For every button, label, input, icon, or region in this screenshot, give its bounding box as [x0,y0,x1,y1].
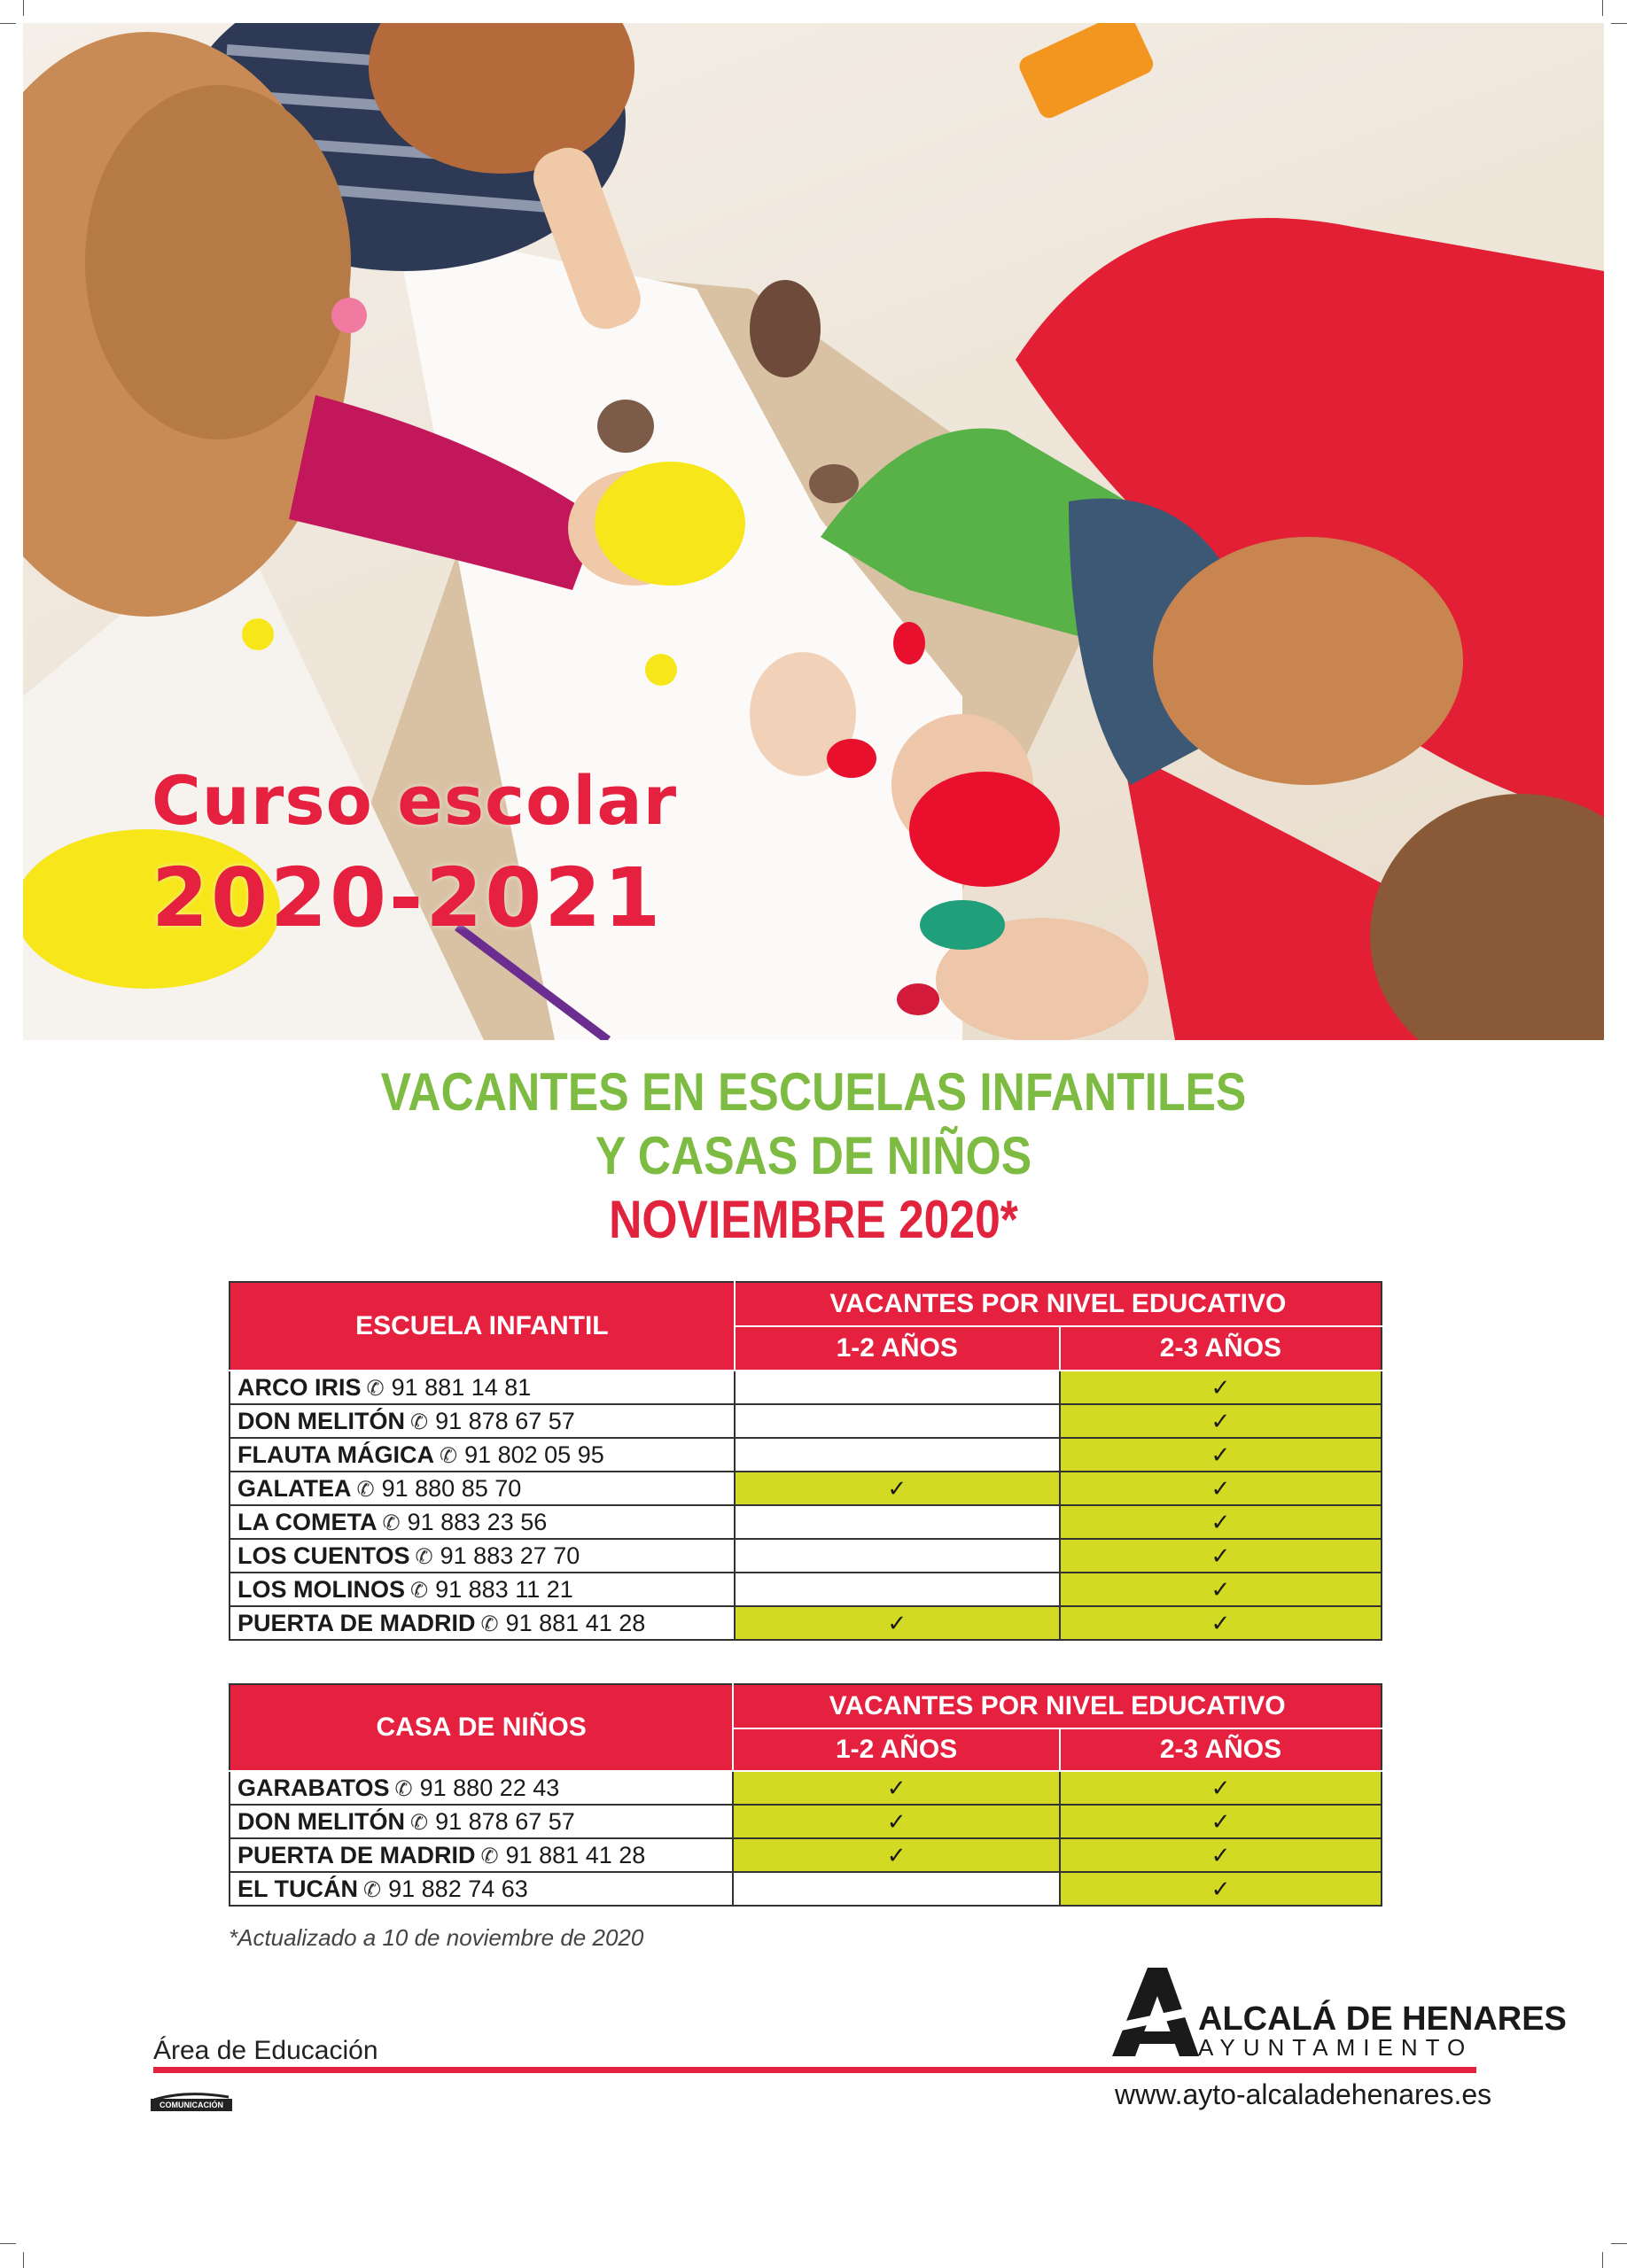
vacancy-1-2-cell: ✓ [733,1838,1060,1872]
school-cell [230,1573,735,1606]
footnote: *Actualizado a 10 de noviembre de 2020 [229,1924,644,1951]
vacancy-1-2-cell [735,1371,1060,1404]
phone-number: 91 881 41 28 [505,1609,646,1636]
heading-line2: Y CASAS DE NIÑOS [595,1126,1032,1185]
vacancy-2-3-cell: ✓ [1060,1838,1382,1872]
vacancy-1-2-cell: ✓ [735,1472,1060,1505]
vacancy-2-3-cell: ✓ [1060,1771,1382,1805]
phone-icon: ✆ [410,1810,429,1835]
school-cell [230,1505,735,1539]
school-cell [230,1838,733,1872]
school-cell [230,1872,733,1906]
phone-number: 91 881 41 28 [505,1841,646,1868]
phone-number: 91 880 22 43 [419,1774,560,1801]
phone-number: 91 883 27 70 [440,1542,580,1569]
vacancy-2-3-cell: ✓ [1060,1472,1382,1505]
table-header-group: VACANTES POR NIVEL EDUCATIVO [735,1282,1382,1326]
vacancy-1-2-cell [735,1438,1060,1472]
comunicacion-logo [151,2092,232,2111]
vacancy-2-3-cell: ✓ [1060,1539,1382,1573]
phone-number: 91 881 14 81 [391,1373,532,1401]
vacancy-2-3-cell: ✓ [1060,1872,1382,1906]
school-name: GARABATOS [237,1774,390,1801]
hero-title-line2: 2020-2021 [152,850,664,945]
vacancy-2-3-cell: ✓ [1060,1505,1382,1539]
phone-icon: ✆ [366,1376,385,1401]
phone-number: 91 878 67 57 [435,1407,575,1434]
phone-number: 91 880 85 70 [381,1474,522,1502]
crop-mark [23,0,24,16]
hero-photo [23,23,1604,1040]
table-row [230,1573,1382,1606]
table-header-col-1-2: 1-2 AÑOS [735,1326,1060,1371]
phone-number: 91 802 05 95 [464,1441,604,1468]
school-cell [230,1371,735,1404]
vacancy-1-2-cell: ✓ [733,1805,1060,1838]
vacancy-1-2-cell [735,1573,1060,1606]
crop-mark [23,2252,24,2268]
phone-number: 91 883 23 56 [407,1508,548,1535]
school-name: DON MELITÓN [237,1807,405,1835]
crop-mark [1602,0,1603,16]
heading-line3: NOVIEMBRE 2020* [609,1190,1018,1249]
phone-icon: ✆ [480,1612,499,1636]
vacancy-2-3-cell: ✓ [1060,1371,1382,1404]
table-header-name: CASA DE NIÑOS [230,1684,733,1771]
table-body [230,1371,1382,1640]
crop-mark [1602,2252,1603,2268]
vacancy-1-2-cell [733,1872,1060,1906]
school-name: PUERTA DE MADRID [237,1609,476,1636]
phone-icon: ✆ [382,1511,401,1535]
school-cell [230,1606,735,1640]
phone-icon: ✆ [356,1477,375,1502]
table-row [230,1872,1382,1906]
school-name: DON MELITÓN [237,1407,405,1434]
vacancy-1-2-cell [735,1539,1060,1573]
school-name: GALATEA [237,1474,352,1502]
vacancy-2-3-cell: ✓ [1060,1438,1382,1472]
table-row [230,1805,1382,1838]
area-label: Área de Educación [153,2036,378,2065]
school-cell [230,1438,735,1472]
school-cell [230,1805,733,1838]
city-subtitle: AYUNTAMIENTO [1198,2034,1474,2061]
school-name: ARCO IRIS [237,1373,362,1401]
school-cell [230,1472,735,1505]
phone-icon: ✆ [410,1578,429,1603]
crop-mark [1611,2243,1627,2244]
phone-icon: ✆ [480,1844,499,1868]
website-link[interactable]: www.ayto-alcaladehenares.es [1115,2078,1492,2110]
school-cell [230,1771,733,1805]
phone-number: 91 882 74 63 [388,1875,528,1902]
table-row [230,1606,1382,1640]
table-row [230,1838,1382,1872]
table-row [230,1438,1382,1472]
crop-mark [0,2243,16,2244]
vacancy-2-3-cell: ✓ [1060,1805,1382,1838]
phone-icon: ✆ [410,1410,429,1434]
school-name: PUERTA DE MADRID [237,1841,476,1868]
school-name: LOS CUENTOS [237,1542,410,1569]
school-cell [230,1404,735,1438]
casas-de-ninos-table [229,1683,1382,1907]
phone-icon: ✆ [439,1443,458,1468]
phone-number: 91 878 67 57 [435,1807,575,1835]
table-body [230,1771,1382,1906]
phone-number: 91 883 11 21 [435,1575,573,1603]
crop-mark [0,23,16,24]
table-row [230,1371,1382,1404]
school-name: FLAUTA MÁGICA [237,1441,434,1468]
table-row [230,1472,1382,1505]
school-name: LA COMETA [237,1508,378,1535]
heading-line1: VACANTES EN ESCUELAS INFANTILES [380,1062,1247,1122]
table-row [230,1505,1382,1539]
school-name: LOS MOLINOS [237,1575,405,1603]
vacancy-1-2-cell [735,1505,1060,1539]
table-header-group: VACANTES POR NIVEL EDUCATIVO [733,1684,1382,1728]
school-cell [230,1539,735,1573]
table-header-col-2-3: 2-3 AÑOS [1060,1728,1382,1771]
hero-title [152,761,678,945]
vacancy-2-3-cell: ✓ [1060,1573,1382,1606]
school-name: EL TUCÁN [237,1875,359,1902]
vacancy-1-2-cell: ✓ [733,1771,1060,1805]
phone-icon: ✆ [363,1877,382,1902]
city-name: ALCALÁ DE HENARES [1198,2000,1567,2038]
phone-icon: ✆ [394,1776,413,1801]
table-header-name: ESCUELA INFANTIL [230,1282,735,1371]
vacancy-1-2-cell: ✓ [735,1606,1060,1640]
hero-title-line1: Curso escolar [152,761,678,840]
table-header-col-2-3: 2-3 AÑOS [1060,1326,1382,1371]
table-row [230,1771,1382,1805]
escuelas-infantiles-table [229,1281,1382,1641]
crop-mark [1611,23,1627,24]
table-row [230,1539,1382,1573]
vacancy-1-2-cell [735,1404,1060,1438]
table-row [230,1404,1382,1438]
vacancy-2-3-cell: ✓ [1060,1606,1382,1640]
table-header-col-1-2: 1-2 AÑOS [733,1728,1060,1771]
phone-icon: ✆ [415,1544,433,1569]
footer-divider [153,2067,1476,2073]
comunicacion-label: COMUNICACIÓN [151,2099,232,2111]
vacancy-2-3-cell: ✓ [1060,1404,1382,1438]
